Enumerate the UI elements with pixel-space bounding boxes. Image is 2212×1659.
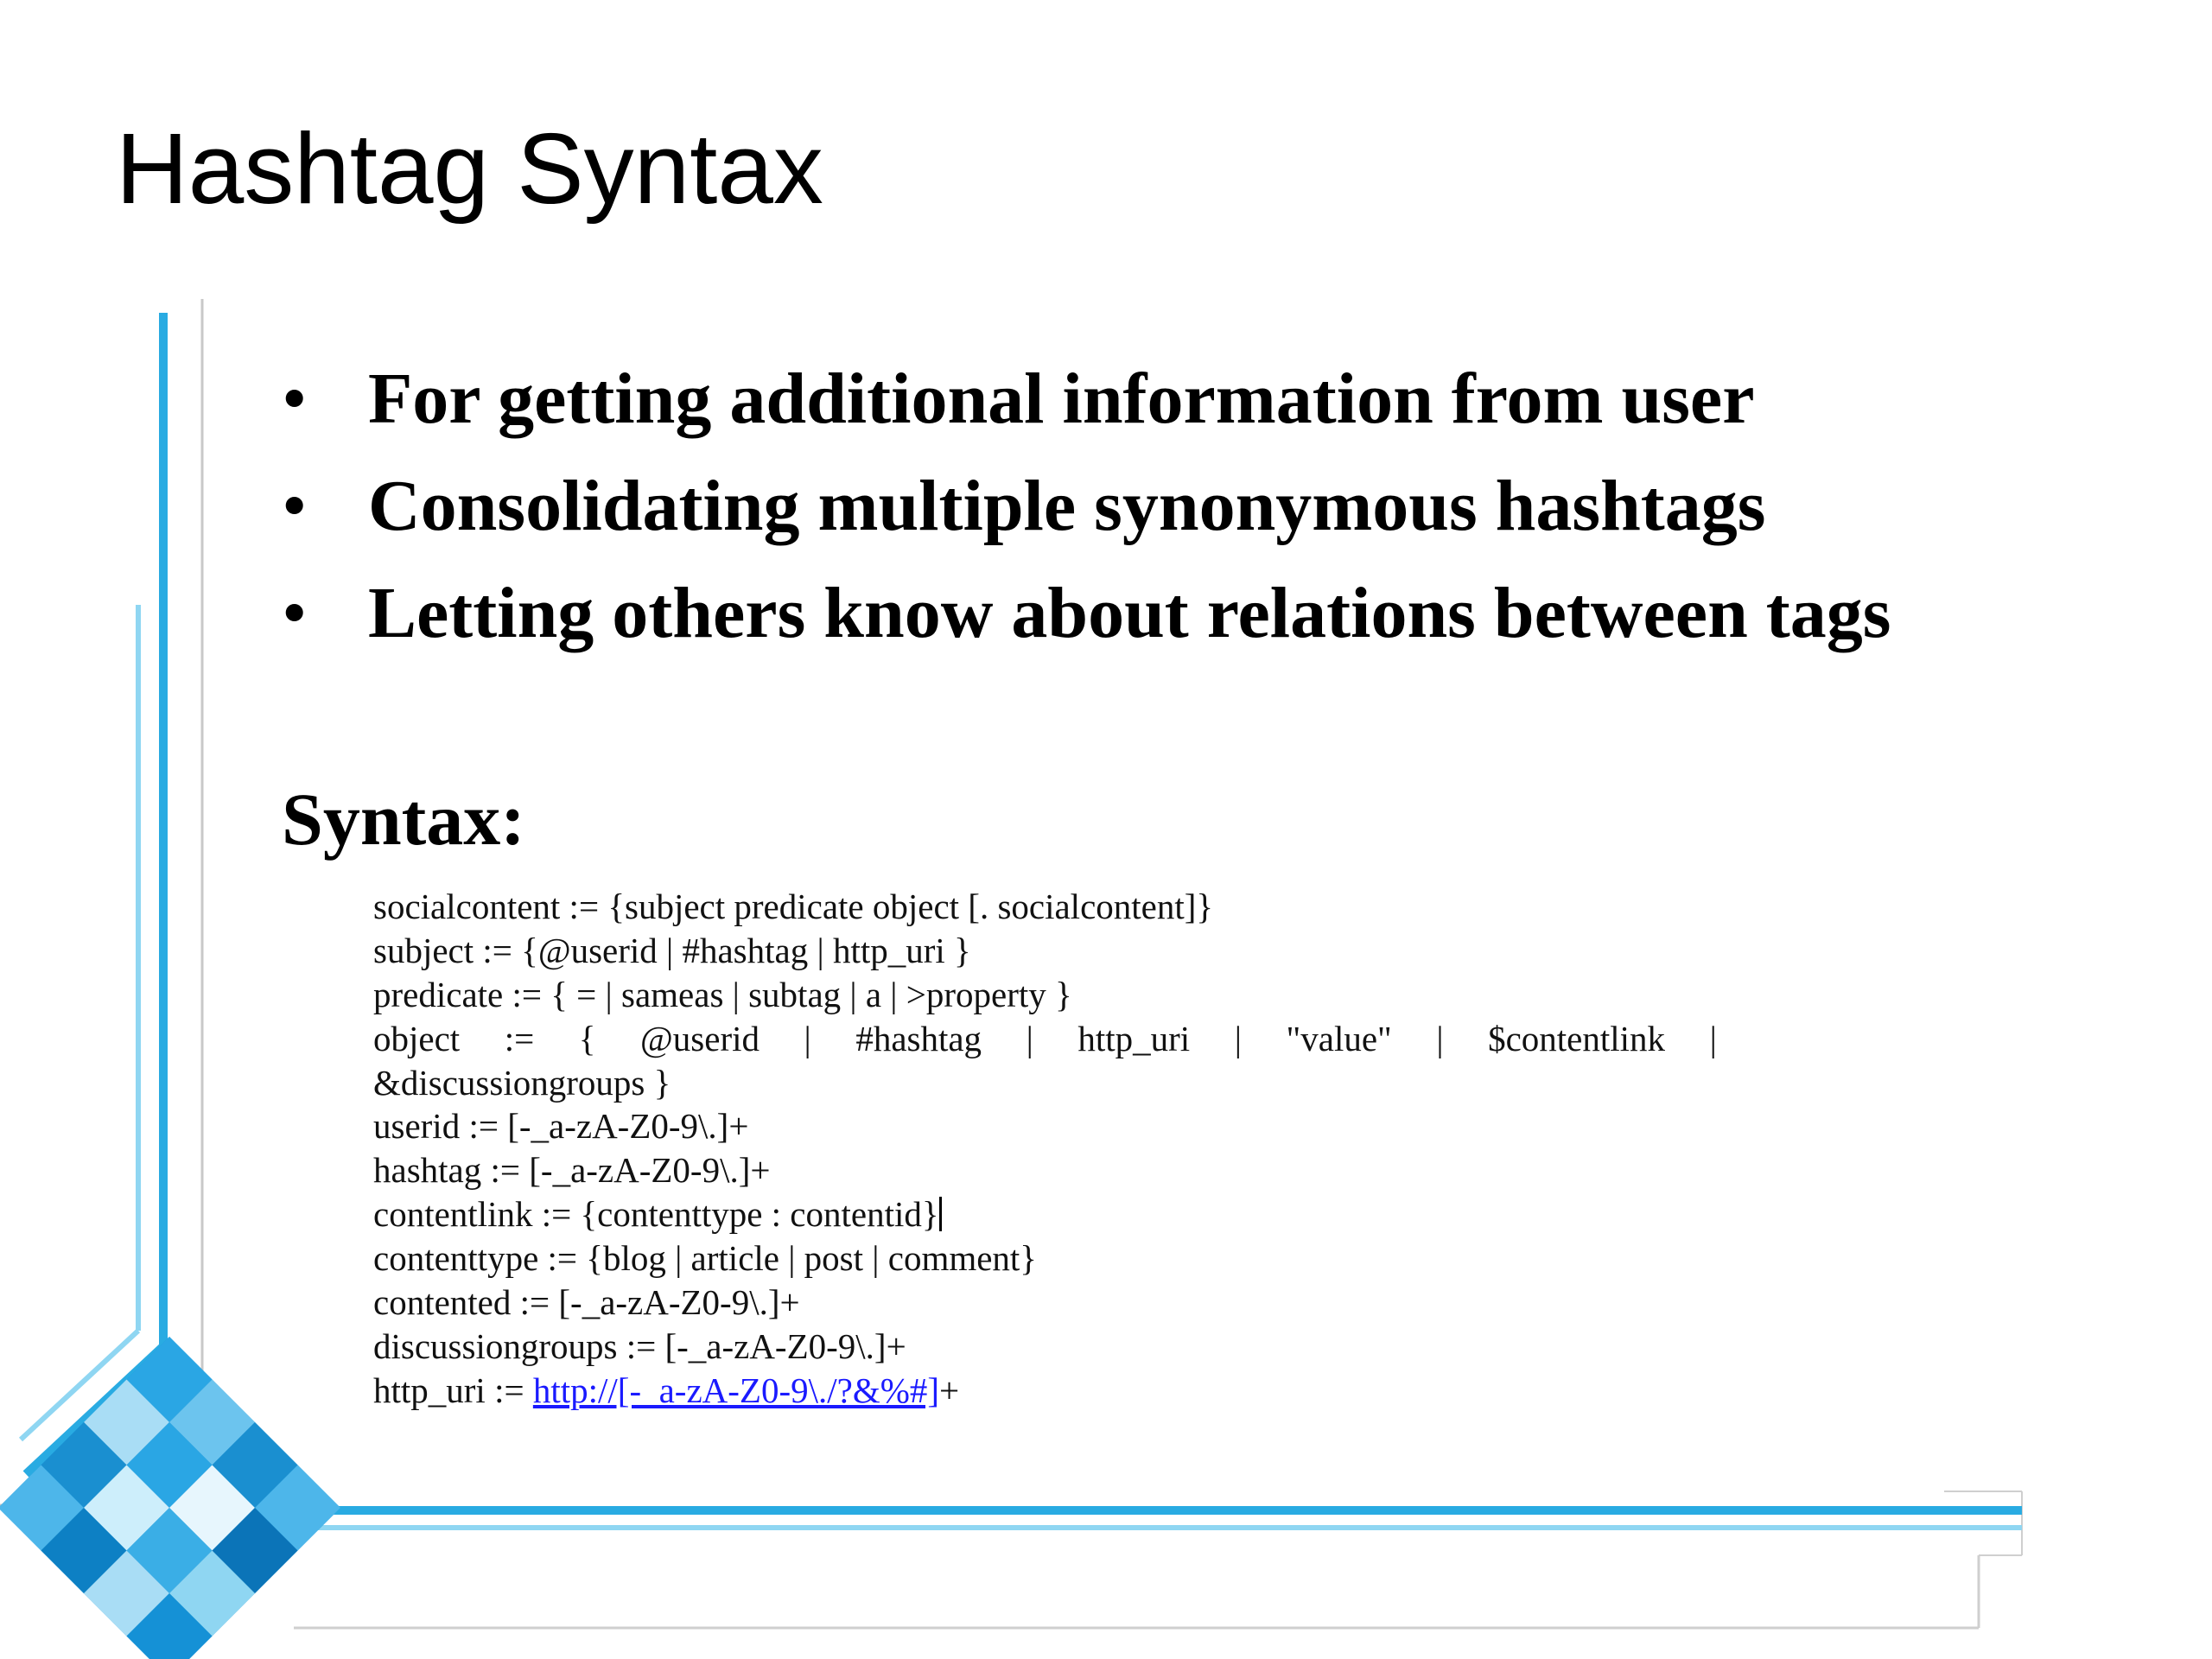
grammar-line-contenttype: contenttype := {blog | article | post | comment} bbox=[373, 1238, 1037, 1279]
contentlink-text: contentlink := {contenttype : contentid} bbox=[373, 1194, 939, 1235]
grammar-line-http-uri bbox=[373, 1369, 1717, 1413]
grammar-line-object bbox=[373, 1017, 1717, 1061]
object-token: "value" bbox=[1286, 1018, 1392, 1058]
bullet-item bbox=[282, 346, 1891, 453]
http-uri-link[interactable]: http://[-_a-zA-Z0-9\./?&%#] bbox=[532, 1370, 940, 1410]
bullet-list bbox=[282, 346, 1891, 667]
object-token: { bbox=[578, 1018, 596, 1058]
bullet-icon: • bbox=[282, 466, 308, 546]
http-uri-suffix: + bbox=[939, 1370, 960, 1410]
syntax-heading: Syntax: bbox=[282, 778, 525, 861]
text-cursor bbox=[939, 1197, 942, 1231]
object-token: | bbox=[1436, 1018, 1444, 1058]
slide-title: Hashtag Syntax bbox=[116, 112, 823, 225]
bullet-text: For getting additional information from user bbox=[368, 359, 1755, 439]
object-token: object bbox=[373, 1018, 461, 1058]
bullet-text: Consolidating multiple synonymous hashtags bbox=[368, 466, 1766, 546]
object-token: | bbox=[1026, 1018, 1033, 1058]
grammar-line-hashtag: hashtag := [-_a-zA-Z0-9\.]+ bbox=[373, 1150, 771, 1191]
object-token: $contentlink bbox=[1488, 1018, 1666, 1058]
grammar-line-subject: subject := {@userid | #hashtag | http_uri } bbox=[373, 930, 971, 970]
grammar-line-contented: contented := [-_a-zA-Z0-9\.]+ bbox=[373, 1282, 800, 1323]
object-token: | bbox=[1234, 1018, 1242, 1058]
grammar-block bbox=[373, 885, 1717, 1413]
object-token: http_uri bbox=[1077, 1018, 1191, 1058]
object-token: := bbox=[504, 1018, 535, 1058]
bullet-icon: • bbox=[282, 573, 308, 653]
grammar-line-socialcontent: socialcontent := {subject predicate object [. socialcontent]} bbox=[373, 887, 1214, 926]
grammar-line-userid: userid := [-_a-zA-Z0-9\.]+ bbox=[373, 1106, 749, 1147]
bullet-text: Letting others know about relations between tags bbox=[368, 573, 1891, 653]
bullet-item bbox=[282, 560, 1891, 667]
object-token: | bbox=[1709, 1018, 1717, 1058]
bullet-icon: • bbox=[282, 359, 308, 439]
object-token: | bbox=[804, 1018, 811, 1058]
grammar-line-discussiongroups: discussiongroups := [-_a-zA-Z0-9\.]+ bbox=[373, 1325, 906, 1366]
object-token: #hashtag bbox=[855, 1018, 982, 1058]
bullet-item bbox=[282, 453, 1891, 560]
grammar-line-contentlink bbox=[373, 1192, 1717, 1236]
object-token: @userid bbox=[640, 1018, 760, 1058]
diamond-mosaic bbox=[0, 1337, 340, 1659]
grammar-line-object-continued: &discussiongroups } bbox=[373, 1062, 671, 1103]
grammar-line-predicate: predicate := { = | sameas | subtag | a | >property } bbox=[373, 974, 1072, 1014]
http-uri-prefix: http_uri := bbox=[373, 1370, 533, 1410]
